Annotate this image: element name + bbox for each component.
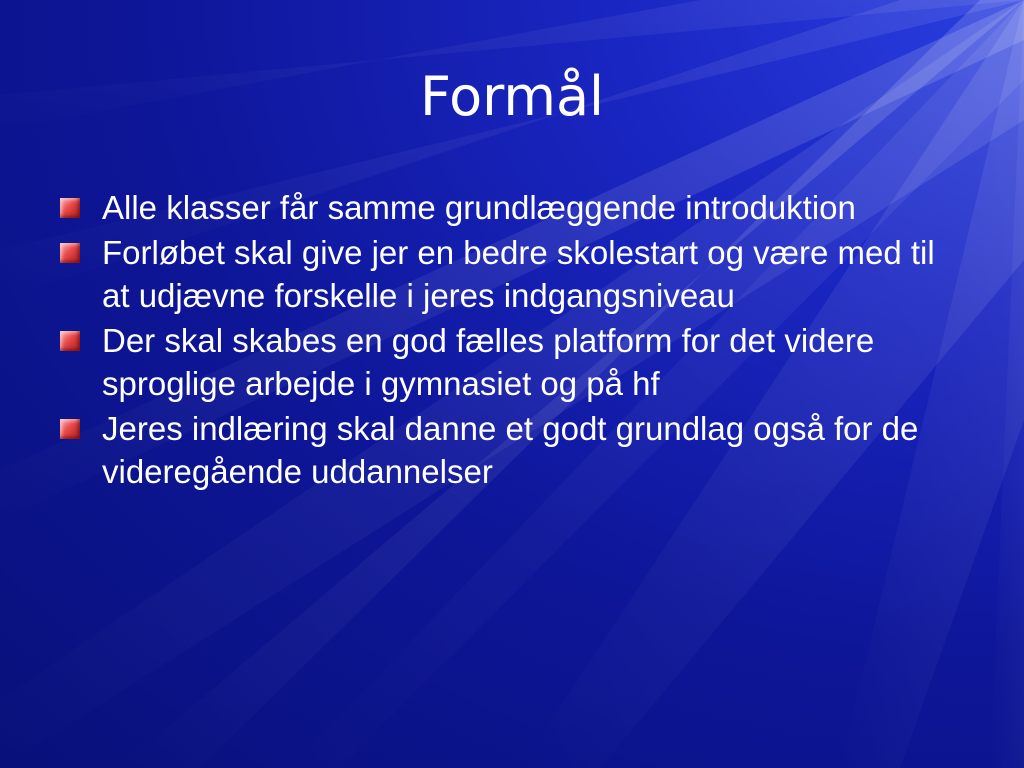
bullet-text: Forløbet skal give jer en bedre skolestart og være med til at udjævne forskelle i jeres indgangsniveau (102, 234, 935, 314)
bullet-text: Alle klasser får samme grundlæggende introduktion (102, 189, 856, 226)
slide-title: Formål (419, 65, 605, 128)
red-square-bullet-icon (60, 419, 80, 439)
red-square-bullet-icon (60, 331, 80, 351)
bullet-list (60, 186, 960, 495)
bullet-text: Der skal skabes en god fælles platform for det videre sproglige arbejde i gymnasiet og på hf (102, 322, 875, 402)
red-square-bullet-icon (60, 198, 80, 218)
red-square-bullet-icon (60, 243, 80, 263)
bullet-item (60, 186, 960, 229)
bullet-item (60, 407, 960, 493)
bullet-item (60, 231, 960, 317)
bullet-text: Jeres indlæring skal danne et godt grundlag også for de videregående uddannelser (102, 410, 919, 490)
bullet-item (60, 319, 960, 405)
